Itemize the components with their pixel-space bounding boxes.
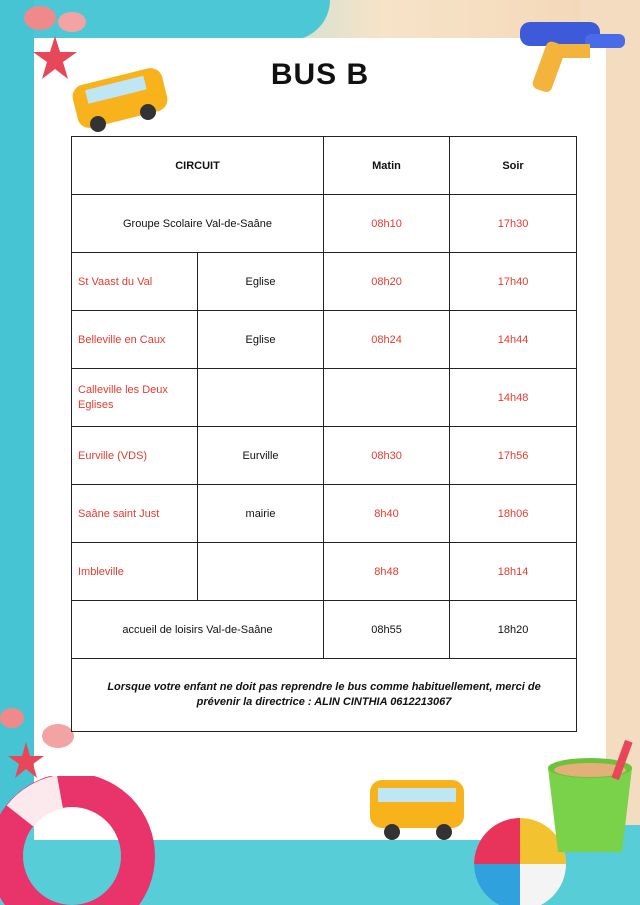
evening-time: 14h48 [450,369,577,427]
stop-name: Belleville en Caux [72,311,198,369]
note-row [72,659,577,732]
table-row [72,311,577,369]
morning-time: 8h40 [324,485,450,543]
page-title: BUS B [270,58,370,91]
morning-time: 08h10 [324,195,450,253]
school-bus-icon [366,774,468,844]
table-row [72,195,577,253]
morning-time: 8h48 [324,543,450,601]
evening-time: 18h06 [450,485,577,543]
sand-bucket-icon [540,740,640,860]
morning-time: 08h30 [324,427,450,485]
header-evening: Soir [450,137,577,195]
stop-name: Imbleville [72,543,198,601]
table-row [72,427,577,485]
stop-name: accueil de loisirs Val-de-Saâne [72,601,324,659]
table-row [72,369,577,427]
stop-name: St Vaast du Val [72,253,198,311]
evening-time: 18h20 [450,601,577,659]
evening-time: 17h40 [450,253,577,311]
header-morning: Matin [324,137,450,195]
stop-place: Eglise [198,253,324,311]
note-text: Lorsque votre enfant ne doit pas reprendre le bus comme habituellement, merci de prévenir la directrice : ALIN CINTHIA 0612213067 [72,659,577,732]
table-row [72,485,577,543]
morning-time [324,369,450,427]
stop-place: Eglise [198,311,324,369]
stop-place: mairie [198,485,324,543]
morning-time: 08h24 [324,311,450,369]
evening-time: 17h30 [450,195,577,253]
stop-name: Eurville (VDS) [72,427,198,485]
stop-name: Saâne saint Just [72,485,198,543]
header-circuit: CIRCUIT [72,137,324,195]
swim-ring-icon [0,776,165,905]
morning-time: 08h55 [324,601,450,659]
stop-name: Groupe Scolaire Val-de-Saâne [72,195,324,253]
starfish-icon [0,706,80,786]
evening-time: 17h56 [450,427,577,485]
table-row [72,543,577,601]
stop-place: Eurville [198,427,324,485]
stop-place [198,543,324,601]
evening-time: 18h14 [450,543,577,601]
stop-name: Calleville les Deux Eglises [72,369,198,427]
table-header-row [72,137,577,195]
bus-schedule-table [71,136,577,732]
table-row [72,253,577,311]
evening-time: 14h44 [450,311,577,369]
stop-place [198,369,324,427]
morning-time: 08h20 [324,253,450,311]
table-row [72,601,577,659]
